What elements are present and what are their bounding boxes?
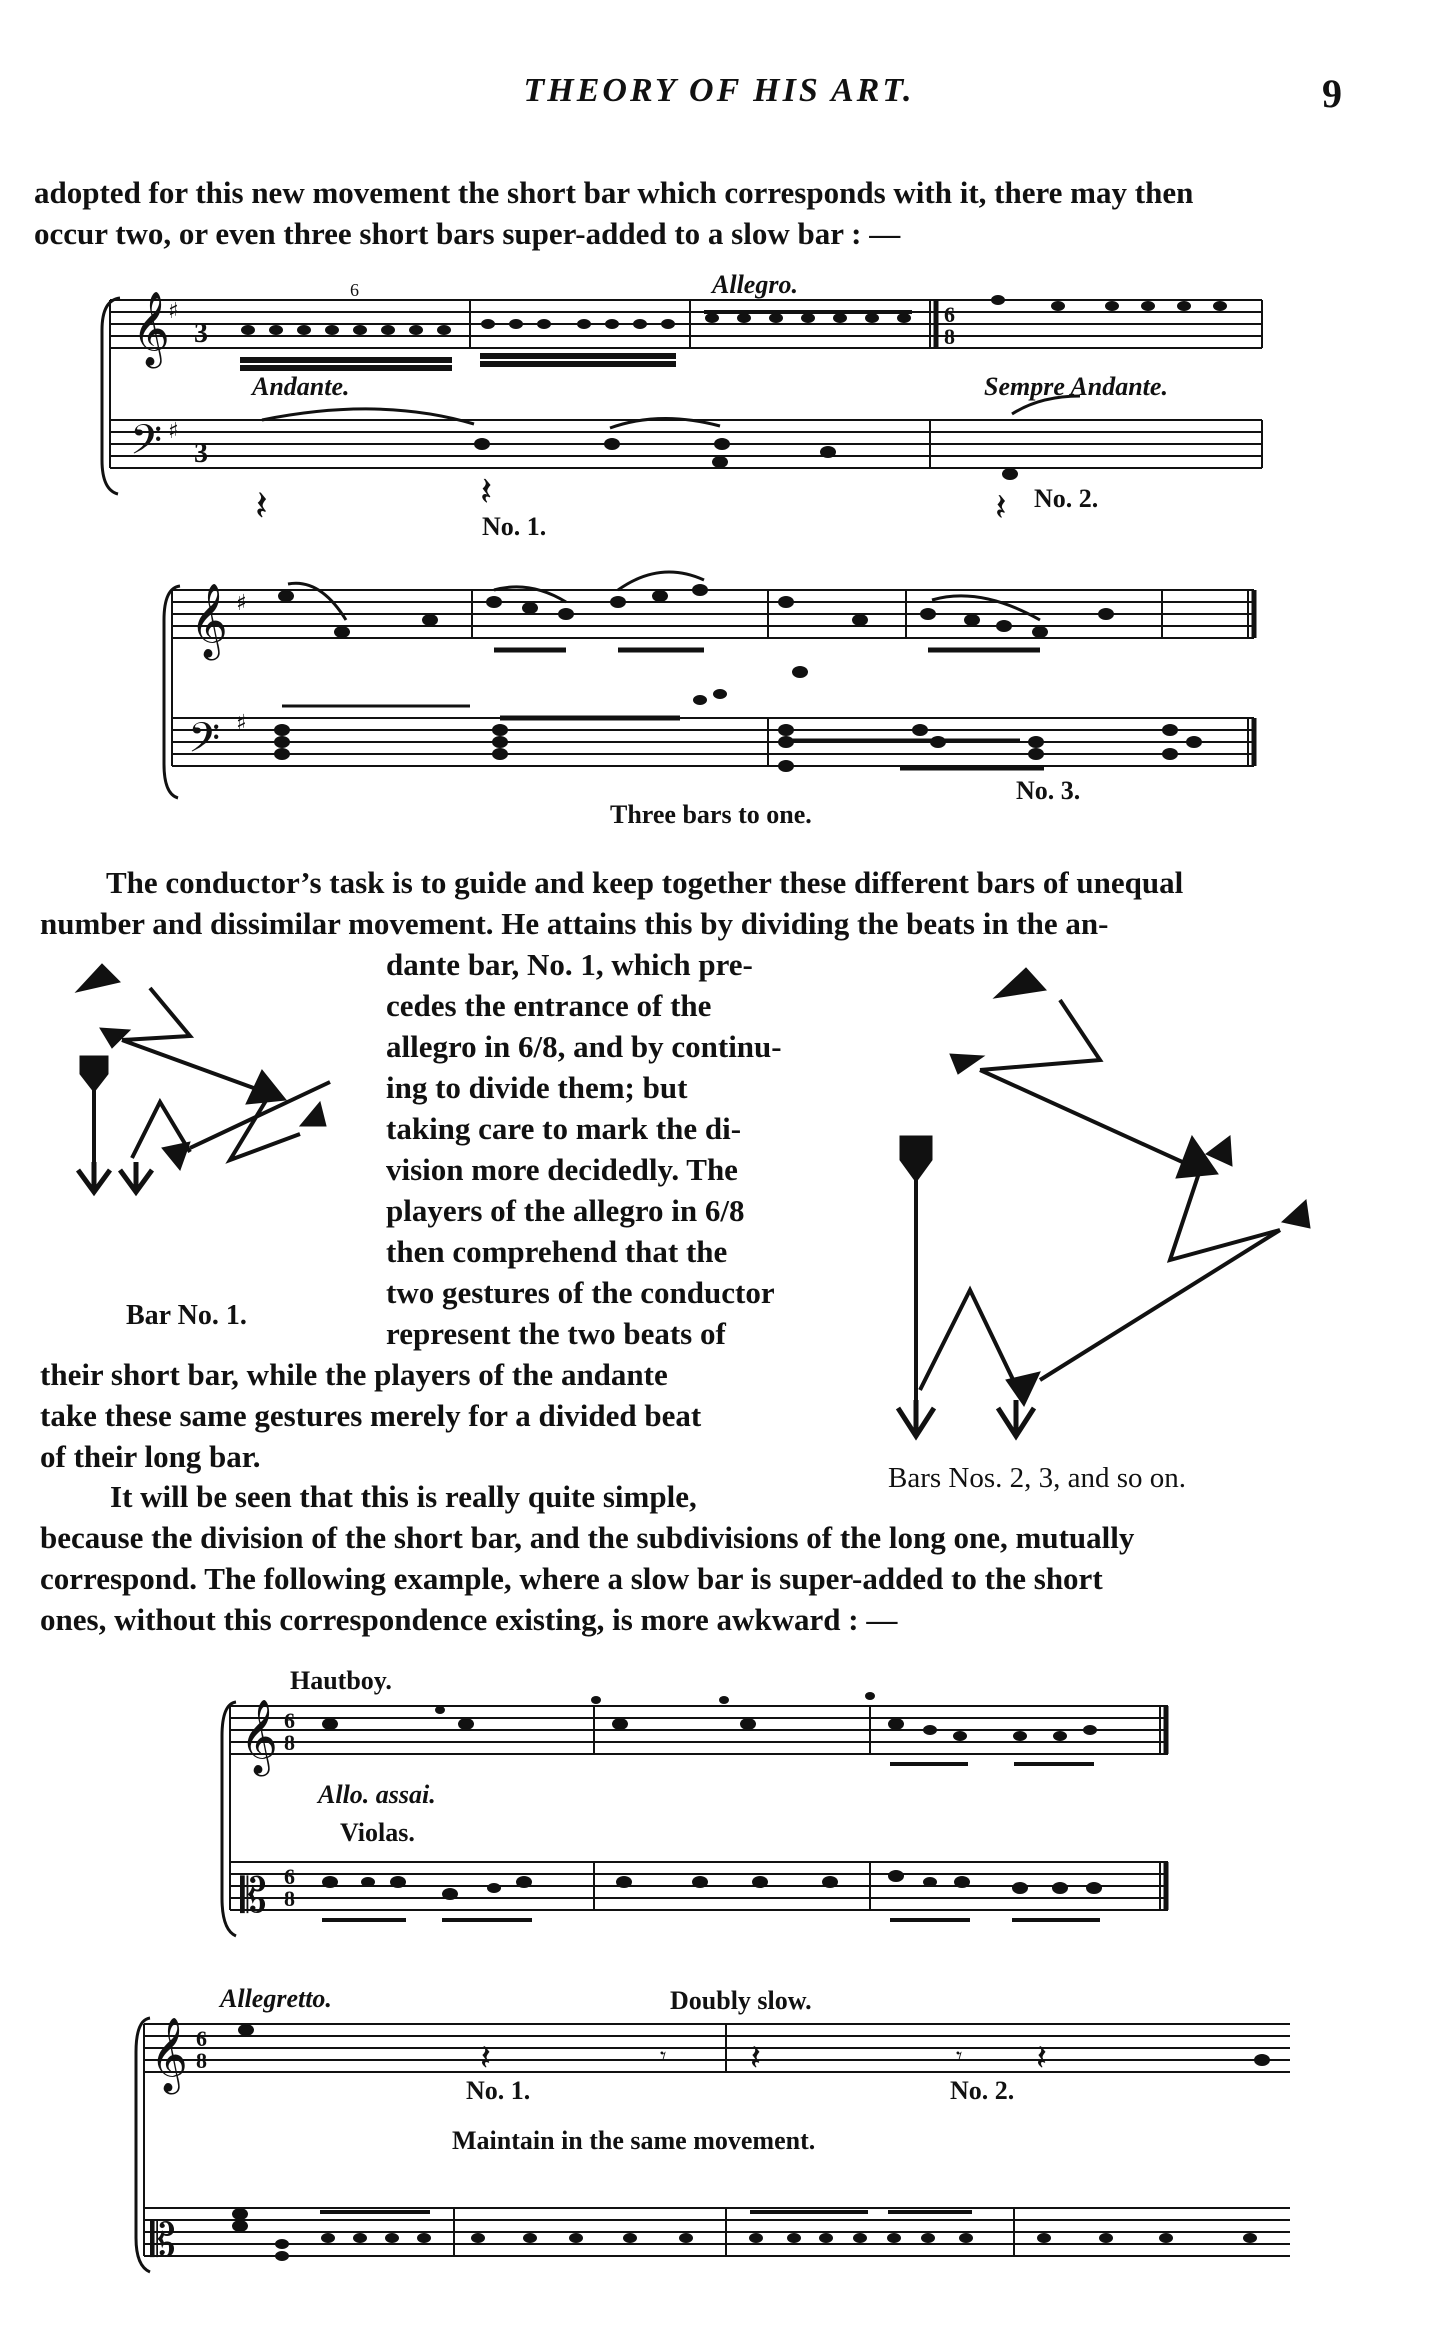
paragraph-line: vision more decidedly. The <box>386 1152 738 1187</box>
svg-text:8: 8 <box>284 1730 295 1755</box>
left-figure-caption: Bar No. 1. <box>126 1300 247 1331</box>
svg-text:6: 6 <box>284 1708 295 1733</box>
svg-text:𝄞: 𝄞 <box>132 292 170 366</box>
svg-text:𝄞: 𝄞 <box>240 1700 278 1774</box>
svg-text:𝄽: 𝄽 <box>1036 2038 1048 2079</box>
paragraph-line: their short bar, while the players of the andante <box>40 1357 668 1392</box>
instruction-maintain: Maintain in the same movement. <box>452 2126 816 2155</box>
paragraph-line: taking care to mark the di- <box>386 1111 742 1146</box>
svg-text:𝄢: 𝄢 <box>130 416 163 474</box>
tempo-sempre-andante: Sempre Andante. <box>984 372 1168 401</box>
svg-text:6: 6 <box>196 2026 207 2051</box>
bar-label-no-1: No. 1. <box>482 512 547 541</box>
tempo-allo-assai: Allo. assai. <box>318 1780 436 1809</box>
paragraph-line: ing to divide them; but <box>386 1070 688 1105</box>
bar-no-1-beat-diagram <box>40 952 380 1312</box>
instrument-violas: Violas. <box>340 1818 415 1847</box>
svg-text:𝄢: 𝄢 <box>188 714 221 772</box>
paragraph-line: adopted for this new movement the short bar which corresponds with it, there may then <box>34 175 1194 210</box>
svg-text:𝄽: 𝄽 <box>255 481 268 530</box>
direction-doubly-slow: Doubly slow. <box>670 1986 812 2015</box>
paragraph-line: because the division of the short bar, and the subdivisions of the long one, mutually <box>40 1520 1135 1555</box>
paragraph-line: dante bar, No. 1, which pre- <box>386 947 753 982</box>
svg-text:8: 8 <box>944 324 955 349</box>
paragraph-2-column <box>386 944 832 1354</box>
tuplet-number: 6 <box>350 280 359 300</box>
example-1-system-2 <box>0 0 1438 880</box>
bar-label-no-2: No. 2. <box>950 2076 1015 2105</box>
paragraph-2-wide <box>40 1354 840 1477</box>
right-figure-caption: Bars Nos. 2, 3, and so on. <box>888 1462 1187 1494</box>
paragraph-line: of their long bar. <box>40 1439 261 1474</box>
svg-text:𝄽: 𝄽 <box>480 2038 492 2079</box>
paragraph-line: It will be seen that this is really quite simple, <box>110 1479 697 1514</box>
paragraph-line: two gestures of the conductor <box>386 1275 775 1310</box>
bar-label-no-2: No. 2. <box>1034 484 1099 513</box>
paragraph-3 <box>40 1517 1400 1640</box>
svg-text:𝄾: 𝄾 <box>660 2042 667 2070</box>
paragraph-line: occur two, or even three short bars super-added to a slow bar : — <box>34 216 901 251</box>
svg-text:𝄞: 𝄞 <box>190 584 228 658</box>
svg-text:♯: ♯ <box>168 419 179 444</box>
paragraph-line: The conductor’s task is to guide and keep together these different bars of unequal <box>106 865 1184 900</box>
running-title: THEORY OF HIS ART. <box>523 72 915 109</box>
svg-text:8: 8 <box>284 1886 295 1911</box>
tempo-allegro: Allegro. <box>712 270 798 299</box>
paragraph-line: correspond. The following example, where a slow bar is super-added to the short <box>40 1561 1103 1596</box>
paragraph-line: cedes the entrance of the <box>386 988 712 1023</box>
paragraph-line: ones, without this correspondence existing, is more awkward : — <box>40 1602 898 1637</box>
svg-text:6: 6 <box>944 302 955 327</box>
bar-label-no-1: No. 1. <box>466 2076 531 2105</box>
paragraph-line: represent the two beats of <box>386 1316 726 1351</box>
svg-text:𝄡: 𝄡 <box>240 1868 267 1924</box>
bars-2-3-beat-diagram <box>870 960 1340 1460</box>
tempo-allegretto: Allegretto. <box>220 1984 332 2013</box>
instrument-hautboy: Hautboy. <box>290 1666 392 1695</box>
svg-text:𝄽: 𝄽 <box>995 485 1007 529</box>
svg-text:𝄡: 𝄡 <box>150 2213 176 2267</box>
svg-text:♯: ♯ <box>236 711 247 736</box>
paragraph-line: players of the allegro in 6/8 <box>386 1193 745 1228</box>
paragraph-3-indent <box>40 1476 860 1517</box>
svg-text:𝄽: 𝄽 <box>750 2038 762 2079</box>
svg-text:6: 6 <box>284 1864 295 1889</box>
svg-text:♯: ♯ <box>168 299 179 324</box>
svg-text:8: 8 <box>196 2048 207 2073</box>
paragraph-line: then comprehend that the <box>386 1234 728 1269</box>
example-1-caption: Three bars to one. <box>610 800 812 829</box>
paragraph-line: take these same gestures merely for a divided beat <box>40 1398 702 1433</box>
paragraph-2-top <box>40 862 1400 944</box>
svg-text:3: 3 <box>194 318 208 349</box>
page-number: 9 <box>1322 71 1342 116</box>
tempo-andante: Andante. <box>252 372 350 401</box>
paragraph-line: number and dissimilar movement. He attains this by dividing the beats in the an- <box>40 906 1109 941</box>
svg-text:𝄽: 𝄽 <box>480 469 493 515</box>
bar-label-no-3: No. 3. <box>1016 776 1081 805</box>
example-2-score <box>0 1640 1438 1960</box>
svg-text:♯: ♯ <box>236 591 247 616</box>
svg-text:𝄾: 𝄾 <box>956 2042 963 2070</box>
svg-text:3: 3 <box>194 438 208 469</box>
paragraph-line: allegro in 6/8, and by continu- <box>386 1029 782 1064</box>
svg-text:𝄞: 𝄞 <box>150 2018 188 2092</box>
